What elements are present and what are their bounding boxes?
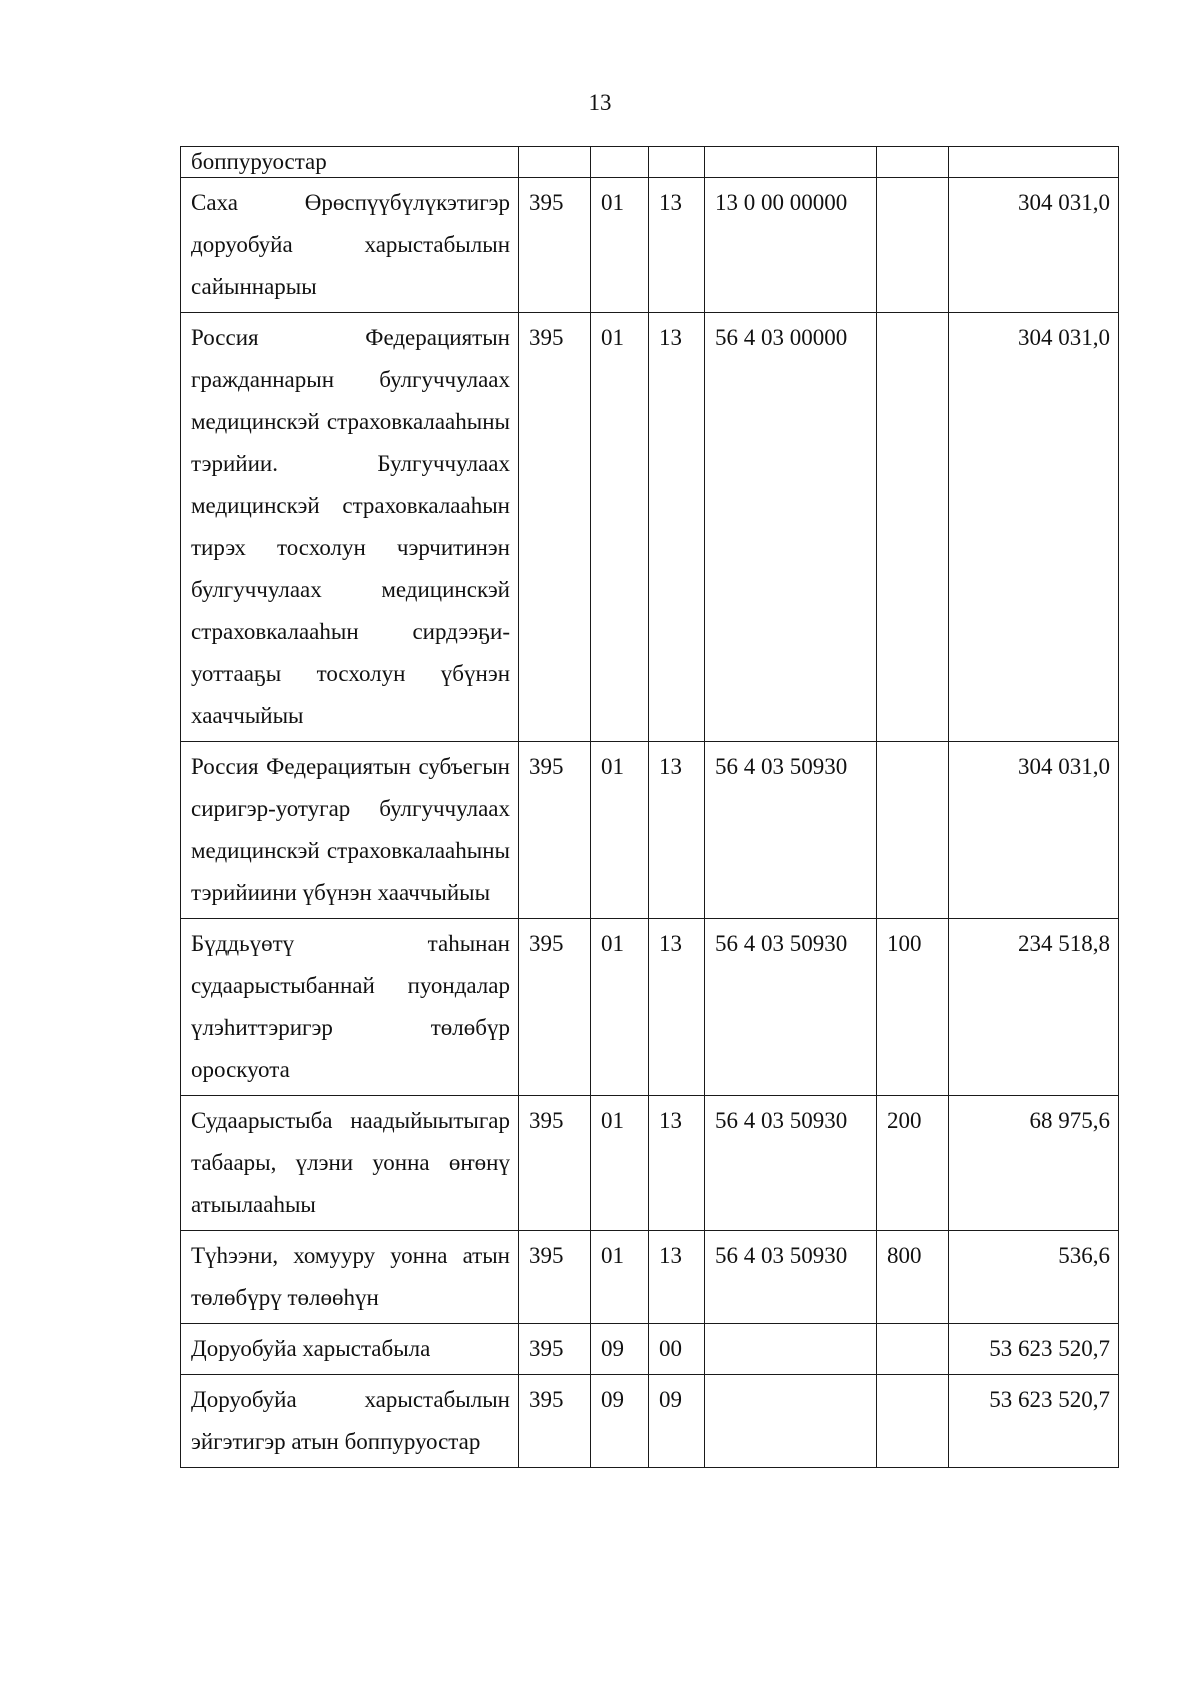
expense-type-cell (877, 1375, 949, 1468)
table-row (181, 1324, 1119, 1375)
amount-cell: 53 623 520,7 (949, 1375, 1119, 1468)
amount-cell: 234 518,8 (949, 919, 1119, 1096)
table-row (181, 919, 1119, 1096)
subsection-cell (649, 147, 705, 178)
expense-type-cell: 800 (877, 1231, 949, 1324)
section-cell: 09 (591, 1375, 649, 1468)
target-article-cell: 56 4 03 50930 (705, 919, 877, 1096)
section-cell: 01 (591, 742, 649, 919)
amount-cell: 53 623 520,7 (949, 1324, 1119, 1375)
section-cell (591, 147, 649, 178)
budget-table (180, 146, 1119, 1468)
item-name-cell: Доруобуйа харыстабылын эйгэтигэр атын боппуруостар (181, 1375, 519, 1468)
target-article-cell (705, 1375, 877, 1468)
subsection-cell: 13 (649, 919, 705, 1096)
expense-type-cell (877, 178, 949, 313)
admin-code-cell: 395 (519, 919, 591, 1096)
amount-cell: 536,6 (949, 1231, 1119, 1324)
table-row (181, 1231, 1119, 1324)
item-name-cell: Саха Өрөспүүбүлүкэтигэр доруобуйа харыстабылын сайыннарыы (181, 178, 519, 313)
admin-code-cell: 395 (519, 1231, 591, 1324)
admin-code-cell: 395 (519, 178, 591, 313)
admin-code-cell (519, 147, 591, 178)
amount-cell: 304 031,0 (949, 742, 1119, 919)
admin-code-cell: 395 (519, 1375, 591, 1468)
target-article-cell: 56 4 03 00000 (705, 313, 877, 742)
item-name-cell: Бүддьүөтү таһынан судаарыстыбаннай пуондалар үлэһиттэригэр төлөбүр ороскуота (181, 919, 519, 1096)
subsection-cell: 00 (649, 1324, 705, 1375)
section-cell: 09 (591, 1324, 649, 1375)
table-row (181, 313, 1119, 742)
expense-type-cell (877, 147, 949, 178)
item-name-cell: Доруобуйа харыстабыла (181, 1324, 519, 1375)
amount-cell: 304 031,0 (949, 178, 1119, 313)
target-article-cell: 56 4 03 50930 (705, 1096, 877, 1231)
page-number: 13 (588, 90, 612, 115)
target-article-cell: 56 4 03 50930 (705, 1231, 877, 1324)
item-name-cell: Россия Федерациятын гражданнарын булгуччулаах медицинскэй страховкалааһыны тэрийии. Булгуччулаах медицинскэй страховкалааһын тирэх тосхолун чэрчитинэн булгуччулаах медицинскэй страховкалааһын сирдээҕи-уоттааҕы тосхолун үбүнэн хааччыйыы (181, 313, 519, 742)
admin-code-cell: 395 (519, 742, 591, 919)
section-cell: 01 (591, 178, 649, 313)
admin-code-cell: 395 (519, 313, 591, 742)
amount-cell: 68 975,6 (949, 1096, 1119, 1231)
section-cell: 01 (591, 1231, 649, 1324)
subsection-cell: 13 (649, 313, 705, 742)
expense-type-cell (877, 1324, 949, 1375)
table-row (181, 147, 1119, 178)
table-row (181, 1375, 1119, 1468)
amount-cell (949, 147, 1119, 178)
section-cell: 01 (591, 919, 649, 1096)
item-name-cell: боппуруостар (181, 147, 519, 178)
subsection-cell: 13 (649, 1231, 705, 1324)
admin-code-cell: 395 (519, 1096, 591, 1231)
amount-cell: 304 031,0 (949, 313, 1119, 742)
expense-type-cell: 200 (877, 1096, 949, 1231)
expense-type-cell: 100 (877, 919, 949, 1096)
admin-code-cell: 395 (519, 1324, 591, 1375)
subsection-cell: 13 (649, 1096, 705, 1231)
table-row (181, 178, 1119, 313)
target-article-cell (705, 1324, 877, 1375)
expense-type-cell (877, 742, 949, 919)
subsection-cell: 13 (649, 178, 705, 313)
subsection-cell: 09 (649, 1375, 705, 1468)
item-name-cell: Түһээни, хомууру уонна атын төлөбүрү төлөөһүн (181, 1231, 519, 1324)
expense-type-cell (877, 313, 949, 742)
table-row (181, 1096, 1119, 1231)
target-article-cell: 13 0 00 00000 (705, 178, 877, 313)
section-cell: 01 (591, 1096, 649, 1231)
target-article-cell (705, 147, 877, 178)
subsection-cell: 13 (649, 742, 705, 919)
section-cell: 01 (591, 313, 649, 742)
table-row (181, 742, 1119, 919)
target-article-cell: 56 4 03 50930 (705, 742, 877, 919)
item-name-cell: Россия Федерациятын субъегын сиригэр-уотугар булгуччулаах медицинскэй страховкалааһыны тэрийиини үбүнэн хааччыйыы (181, 742, 519, 919)
item-name-cell: Судаарыстыба наадыйыытыгар табаары, үлэни уонна өҥөнү атыылааһыы (181, 1096, 519, 1231)
